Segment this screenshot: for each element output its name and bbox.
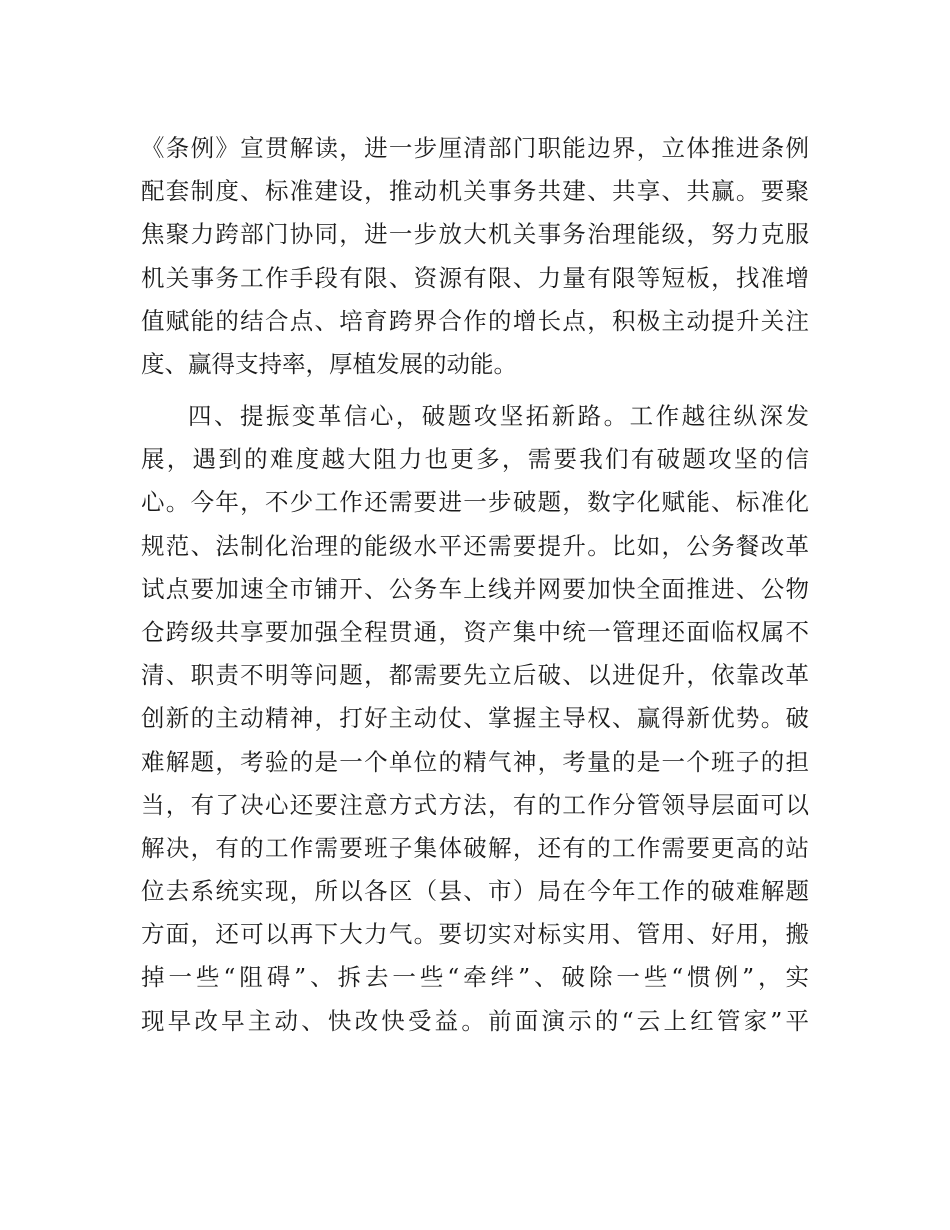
text-line: 《条例》宣贯解读，进一步厘清部门职能边界，立体推进条例 bbox=[141, 134, 809, 162]
text-line: 展，遇到的难度越大阻力也更多，需要我们有破题攻坚的信 bbox=[141, 445, 809, 474]
text-line: 试点要加速全市铺开、公务车上线并网要加快全面推进、公物 bbox=[141, 574, 809, 603]
text-line: 解决，有的工作需要班子集体破解，还有的工作需要更高的站 bbox=[141, 833, 809, 862]
text-line: 机关事务工作手段有限、资源有限、力量有限等短板，找准增 bbox=[141, 263, 809, 292]
text-line: 度、赢得支持率，厚植发展的动能。 bbox=[141, 349, 517, 378]
text-line: 当，有了决心还要注意方式方法，有的工作分管领导层面可以 bbox=[141, 790, 809, 819]
text-line: 值赋能的结合点、培育跨界合作的增长点，积极主动提升关注 bbox=[141, 306, 809, 335]
text-line: 现早改早主动、快改快受益。前面演示的“云上红管家”平 bbox=[141, 1006, 809, 1035]
text-line: 掉一些“阻碍”、拆去一些“牵绊”、破除一些“惯例”，实 bbox=[141, 963, 809, 992]
text-line: 清、职责不明等问题，都需要先立后破、以进促升，依靠改革 bbox=[141, 661, 809, 690]
text-line: 焦聚力跨部门协同，进一步放大机关事务治理能级，努力克服 bbox=[141, 220, 809, 249]
text-line: 规范、法制化治理的能级水平还需要提升。比如，公务餐改革 bbox=[141, 531, 809, 560]
paragraph-continuation bbox=[141, 127, 809, 386]
section-heading-line: 四、提振变革信心，破题攻坚拓新路。工作越往纵深发 bbox=[188, 402, 809, 430]
text-line: 位去系统实现，所以各区（县、市）局在今年工作的破难解题 bbox=[141, 877, 809, 906]
text-line: 心。今年，不少工作还需要进一步破题，数字化赋能、标准化 bbox=[141, 488, 809, 517]
text-line: 配套制度、标准建设，推动机关事务共建、共享、共赢。要聚 bbox=[141, 177, 809, 206]
text-line: 方面，还可以再下大力气。要切实对标实用、管用、好用，搬 bbox=[141, 920, 809, 949]
paragraph-section-four bbox=[141, 395, 809, 1043]
text-line: 仓跨级共享要加强全程贯通，资产集中统一管理还面临权属不 bbox=[141, 617, 809, 646]
text-line: 难解题，考验的是一个单位的精气神，考量的是一个班子的担 bbox=[141, 747, 809, 776]
text-line: 创新的主动精神，打好主动仗、掌握主导权、赢得新优势。破 bbox=[141, 704, 809, 733]
